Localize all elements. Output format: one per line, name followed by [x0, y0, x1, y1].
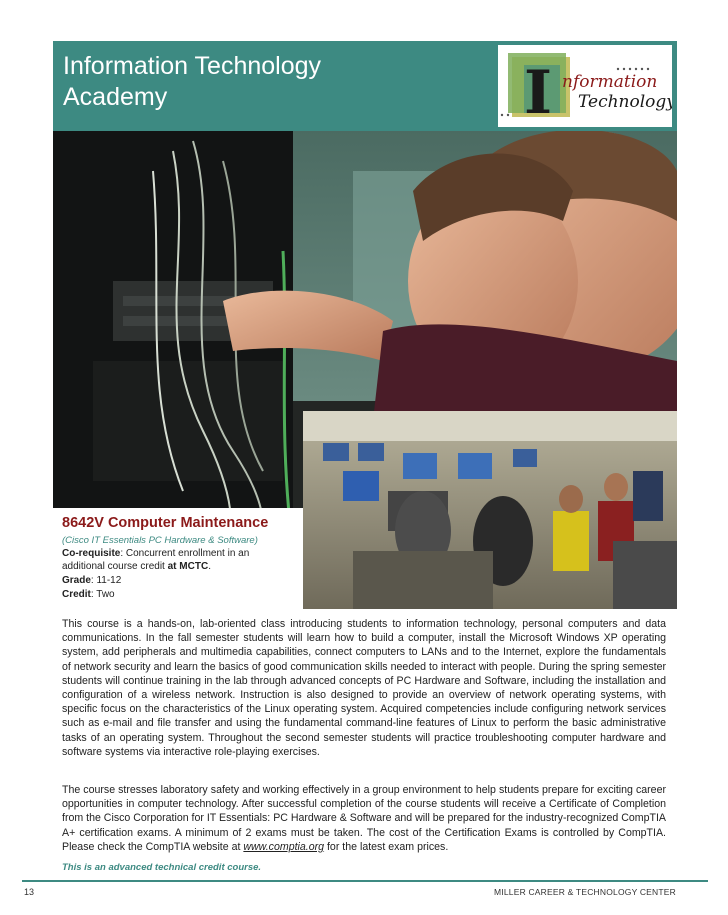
page-number: 13 — [24, 887, 35, 897]
logo-word1: nformation — [562, 72, 658, 92]
credit-line — [62, 589, 115, 600]
corequisite-line — [62, 548, 249, 559]
corequisite-text: : Concurrent enrollment in an — [120, 548, 250, 559]
paragraph-2-text-a: The course stresses laboratory safety and working effectively in a group environment to help students prepare for exciting career opportunities in computer technology. After successful completion of the course students will receive a Certificate of Completion from the Cisco Corporation for IT Essentials: PC Hardware & Software and will be prepared for the industry-recognized CompTIA A+ certification exams. A minimum of 2 exams must be taken. The cost of the Certification Exams is controlled by CompTIA. Please check the CompTIA website at — [62, 784, 666, 853]
it-logo — [498, 45, 672, 127]
corequisite-location: at MCTC — [167, 561, 209, 572]
corequisite-end: . — [208, 561, 211, 572]
grade-value: : 11-12 — [90, 575, 122, 586]
corequisite-label: Co-requisite — [62, 548, 121, 559]
footer-divider — [22, 880, 708, 882]
course-title: 8642V Computer Maintenance — [62, 515, 269, 531]
grade-label: Grade — [62, 575, 91, 586]
course-description-paragraph-1: This course is a hands-on, lab-oriented class introducing students to information technology, personal computers and data communications. In the fall semester students will learn how to build a computer, install the Microsoft Windows XP operating system, add peripherals and multimedia capabilities, connect computers to LANs and to the Internet, explore the fundamentals of network security and learn the basics of good communication skills needed to interact with people. During the spring semester students will continue training in the lab through advanced concepts of PC Hardware and Software, including the installation and configuration of a wireless network. Instruction is also designed to provide an overview of network operating systems, with specific focus on the characteristics of the Linux operating system. Acquired competencies include configuring network services such as e-mail and file transfer and using the fundamental command-line features of Linux to perform the basic administrative tasks of an operating system. Throughout the second semester students will practice troubleshooting computer hardware and software systems via interactive role-playing exercises. — [62, 618, 666, 758]
header-banner — [53, 41, 677, 131]
logo-word2: Technology — [578, 92, 672, 112]
grade-line — [62, 575, 121, 586]
credit-label: Credit — [62, 589, 91, 600]
page-title — [63, 51, 383, 113]
course-subtitle: (Cisco IT Essentials PC Hardware & Software) — [62, 535, 258, 546]
corequisite-line-2 — [62, 561, 211, 572]
course-description-paragraph-2 — [62, 783, 666, 854]
credit-value: : Two — [90, 589, 115, 600]
course-info-box — [53, 508, 303, 609]
corequisite-text-2: additional course credit — [62, 561, 168, 572]
page-title-line2: Academy — [63, 83, 168, 111]
paragraph-2-text-b: for the latest exam prices. — [324, 840, 449, 853]
comptia-link[interactable]: www.comptia.org — [243, 840, 325, 853]
logo-letter: I — [524, 58, 553, 127]
page-title-line1: Information Technology — [63, 52, 322, 80]
it-logo-graphic — [498, 45, 672, 127]
footer-organization: MILLER CAREER & TECHNOLOGY CENTER — [494, 887, 676, 897]
advanced-credit-note: This is an advanced technical credit course. — [62, 862, 262, 873]
